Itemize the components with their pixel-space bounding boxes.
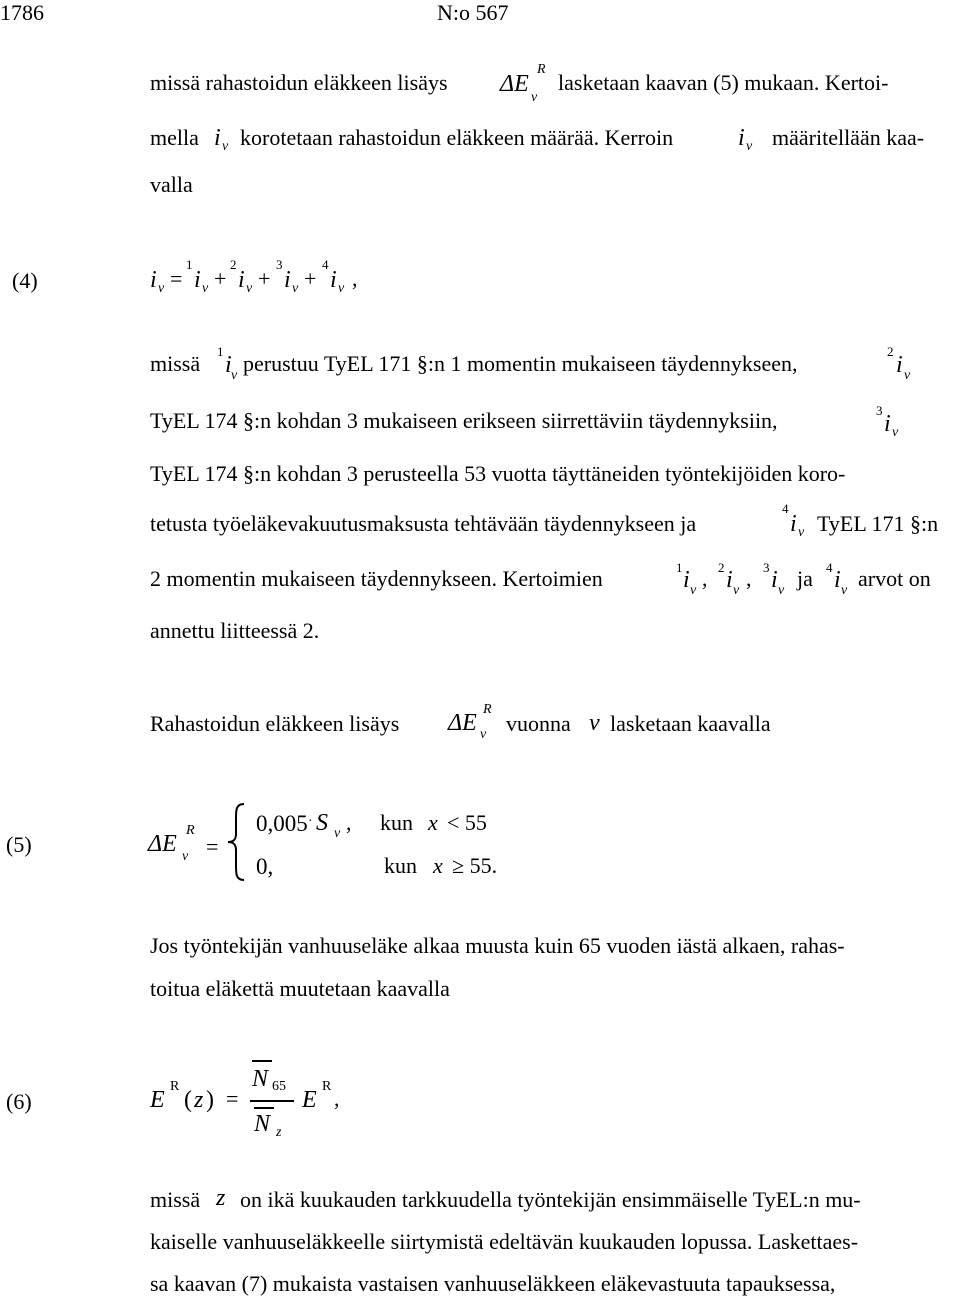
text-line: lasketaan kaavan (5) mukaan. Kertoi- [558, 70, 889, 95]
text-line: arvot on [858, 566, 931, 591]
document-number: N:o 567 [437, 0, 509, 25]
symbol-i: i [150, 267, 157, 293]
overline [254, 1107, 274, 1109]
subscript: v [798, 525, 805, 540]
text-line: lasketaan kaavalla [610, 711, 771, 736]
plus-sign: + [258, 266, 271, 291]
superscript: 1 [676, 560, 683, 575]
text-line: Jos työntekijän vanhuuseläke alkaa muusta kuin 65 vuoden iästä alkaen, rahas- [150, 933, 845, 958]
subscript: v [892, 425, 899, 440]
symbol-delta-e: ΔE [448, 710, 477, 736]
text-line: valla [150, 172, 193, 197]
subscript: v [222, 139, 229, 154]
symbol-i: i [683, 567, 690, 593]
overline [252, 1060, 272, 1062]
plus-sign: + [214, 266, 227, 291]
subscript: v [246, 281, 253, 296]
subscript: z [276, 1125, 282, 1140]
subscript: 65 [272, 1079, 286, 1094]
paren: ) [206, 1087, 214, 1113]
subscript: v [746, 139, 753, 154]
symbol-x: x [433, 853, 443, 878]
subscript: v [231, 368, 238, 383]
formula-coefficient: 0,005 [256, 811, 308, 836]
symbol-i: i [790, 511, 797, 537]
subscript: v [182, 849, 189, 864]
left-brace-icon [224, 800, 248, 884]
paren: ( [184, 1087, 192, 1113]
subscript: v [904, 368, 911, 383]
superscript: R [186, 823, 195, 838]
symbol-i: i [238, 267, 245, 293]
subscript: v [531, 90, 538, 105]
symbol-i: i [834, 567, 841, 593]
text-line: missä [150, 1187, 201, 1212]
text-line: tetusta työeläkevakuutusmaksusta tehtävään täydennykseen ja [150, 511, 697, 536]
equals-sign: = [226, 1086, 239, 1111]
text-line: TyEL 171 §:n [817, 511, 939, 536]
text-line: sa kaavan (7) mukaista vastaisen vanhuuseläkkeen eläkevastuuta tapauksessa, [150, 1271, 836, 1296]
text-line: 2 momentin mukaiseen täydennykseen. Kertoimien [150, 566, 603, 591]
comma: , [746, 566, 752, 591]
text-line: missä rahastoidun eläkkeen lisäys [150, 70, 448, 95]
superscript: 1 [217, 344, 224, 359]
subscript: v [690, 583, 697, 598]
symbol-i: i [330, 267, 337, 293]
symbol-v: v [589, 710, 600, 736]
symbol-i: i [884, 411, 891, 437]
text-line: ja [797, 566, 813, 591]
symbol-e: E [150, 1087, 165, 1113]
multiplication-dot: · [308, 814, 313, 829]
symbol-e: E [302, 1087, 317, 1113]
text-line: toitua eläkettä muutetaan kaavalla [150, 976, 450, 1001]
text-line: mella [150, 125, 199, 150]
subscript: v [733, 583, 740, 598]
superscript: 2 [230, 257, 237, 272]
superscript: 1 [186, 257, 193, 272]
text-line: TyEL 174 §:n kohdan 3 perusteella 53 vuotta täyttäneiden työntekijöiden koro- [150, 461, 846, 486]
equation-label: (5) [6, 832, 32, 857]
symbol-z: z [194, 1087, 204, 1113]
symbol-i: i [896, 352, 903, 378]
fraction-bar [250, 1100, 294, 1102]
text-line: Rahastoidun eläkkeen lisäys [150, 711, 400, 736]
subscript: v [158, 281, 165, 296]
comma: , [352, 266, 358, 291]
symbol-i: i [284, 267, 291, 293]
superscript: 2 [887, 344, 894, 359]
superscript: R [537, 62, 546, 77]
subscript: v [841, 583, 848, 598]
equation-label: (4) [12, 268, 38, 293]
condition: ≥ 55. [452, 853, 498, 878]
symbol-i: i [214, 125, 221, 151]
subscript: v [778, 583, 785, 598]
subscript: v [334, 826, 341, 841]
subscript: v [338, 281, 345, 296]
superscript: 4 [322, 257, 329, 272]
symbol-z: z [216, 1185, 226, 1211]
comma: , [334, 1086, 340, 1111]
symbol-n: N [252, 1066, 269, 1092]
text-line: missä [150, 351, 201, 376]
superscript: 4 [782, 501, 789, 516]
symbol-x: x [428, 810, 438, 835]
equation-label: (6) [6, 1089, 32, 1114]
text-line: kaiselle vanhuuseläkkeelle siirtymistä edeltävän kuukauden lopussa. Laskettaes- [150, 1229, 859, 1254]
text-line: määritellään kaa- [772, 125, 925, 150]
superscript: R [322, 1079, 332, 1094]
formula-value: 0, [256, 854, 274, 879]
superscript: R [483, 702, 492, 717]
text-line: perustuu TyEL 171 §:n 1 momentin mukaiseen täydennykseen, [243, 351, 798, 376]
symbol-i: i [726, 567, 733, 593]
text-line: korotetaan rahastoidun eläkkeen määrää. Kerroin [240, 125, 674, 150]
text-kun: kun [384, 853, 417, 878]
symbol-s: S [316, 810, 328, 836]
text-line: vuonna [506, 711, 571, 736]
superscript: 4 [826, 560, 833, 575]
equals-sign: = [170, 266, 183, 291]
superscript: 3 [276, 257, 283, 272]
symbol-i: i [771, 567, 778, 593]
symbol-n: N [254, 1111, 271, 1137]
symbol-delta-e: ΔE [500, 71, 529, 97]
condition: < 55 [447, 810, 487, 835]
superscript: 3 [763, 560, 770, 575]
subscript: v [202, 281, 209, 296]
symbol-i: i [225, 352, 232, 378]
comma: , [702, 566, 708, 591]
superscript: R [170, 1079, 180, 1094]
comma: , [346, 810, 352, 835]
text-line: TyEL 174 §:n kohdan 3 mukaiseen erikseen siirrettäviin täydennyksiin, [150, 408, 778, 433]
equals-sign: = [206, 834, 219, 859]
text-line: annettu liitteessä 2. [150, 618, 320, 643]
symbol-delta-e: ΔE [148, 831, 177, 857]
symbol-i: i [194, 267, 201, 293]
text-kun: kun [380, 810, 413, 835]
superscript: 3 [876, 403, 883, 418]
subscript: v [480, 727, 487, 742]
plus-sign: + [304, 266, 317, 291]
superscript: 2 [718, 560, 725, 575]
subscript: v [292, 281, 299, 296]
text-line: on ikä kuukauden tarkkuudella työntekijän ensimmäiselle TyEL:n mu- [240, 1187, 861, 1212]
page-number: 1786 [0, 0, 44, 25]
symbol-i: i [738, 125, 745, 151]
